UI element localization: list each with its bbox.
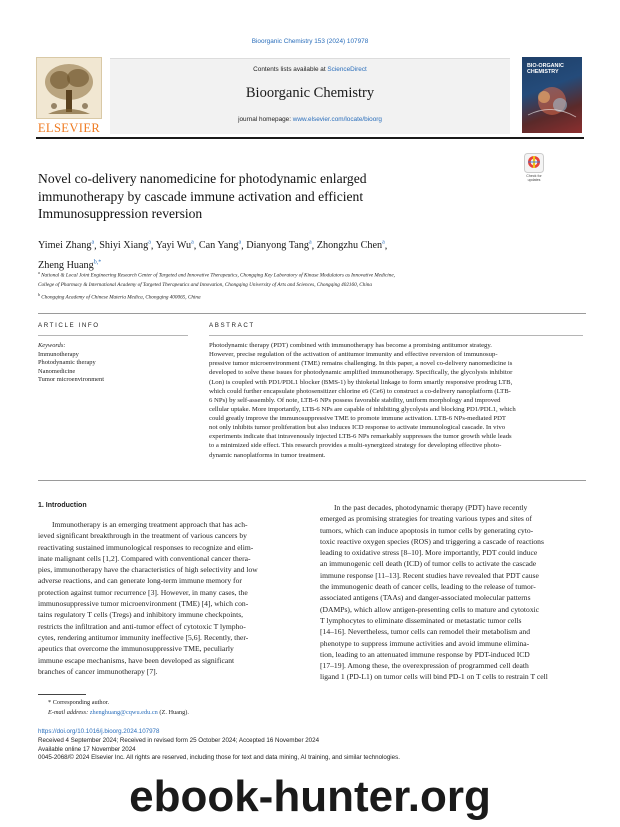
author-email-link[interactable]: zhenghuang@cqwu.edu.cn [89, 709, 158, 716]
corresponding-author-note: * Corresponding author. [48, 699, 110, 706]
email-note: E-mail address: zhenghuang@cqwu.edu.cn (Z. Huang). [48, 709, 189, 716]
intro-line: Immunotherapy is an emerging treatment approach that has ach- [52, 520, 248, 529]
intro-line: tumors, which can induce apoptosis in tumor cells by generating cyto- [320, 525, 534, 535]
sciencedirect-link[interactable]: ScienceDirect [327, 66, 367, 73]
intro-line: an immunogenic cell death (ICD) of tumor cells to activate the cascade [320, 559, 537, 569]
doi-link[interactable]: https://doi.org/10.1016/j.bioorg.2024.107978 [38, 728, 160, 735]
abstract-line: dynamic nanoplatforms in tumor treatment. [209, 451, 326, 459]
keyword: Nanomedicine [38, 367, 76, 375]
abstract-line: experiments indicate that intravenously injected LTB-6 NPs remarkably suppresses the tumor growth while leads [209, 433, 512, 441]
author-list: Yimei Zhang$^a$, Shiyi Xiang$^a$, Yayi Wu$^a$, Can Yang$^a$, Dianyong Tang$^a$, Zhongzhu Chen$^a$, Zheng Huang$^{b,*}$ [38, 240, 388, 271]
header-divider [36, 137, 584, 139]
watermark-text: ebook-hunter.org [129, 772, 491, 821]
abstract-line: not only inhibits tumor proliferation but also induces ICD response to activate immunological cascade. In vivo [209, 424, 506, 432]
intro-line: protection against tumor recurrence [3]. However, in many cases, the [38, 587, 248, 597]
cover-title-line-1: BIO-ORGANIC [527, 63, 564, 69]
available-online: Available online 17 November 2024 [38, 745, 136, 753]
intro-left-column [38, 519, 302, 677]
journal-cover-image[interactable] [522, 57, 582, 133]
section-divider [38, 313, 586, 314]
intro-line: the immunogenic death of cancer cells, leading to the release of tumor- [320, 582, 536, 592]
journal-homepage-link[interactable]: www.elsevier.com/locate/bioorg [292, 116, 382, 123]
intro-line: reactivating sustained immunological responses to recognize and elim- [38, 542, 254, 552]
affiliation-b: $^b$ Chongqing Academy of Chinese Materia Medica, Chongqing 400065, China [38, 292, 201, 302]
check-for-updates-button[interactable] [520, 153, 548, 183]
footnote-divider [38, 694, 86, 695]
article-info-heading: ARTICLE INFO [38, 322, 100, 329]
intro-line: inate malignant cells [1,2]. Compared with conventional cancer thera- [38, 553, 251, 563]
abstract-line: However, precise regulation of the activation of antitumor immunity and effective reversion of immunosup- [209, 351, 498, 359]
section-divider [38, 480, 586, 481]
abstract-line: cellular uptake. More importantly, LTB-6 NPs are capable of inhibiting glycolysis and blocking PD1/PDL1, which [209, 405, 516, 413]
intro-line: (DAMPs), which allow antigen-presenting cells to mature and cytotoxic [320, 604, 540, 614]
journal-reference[interactable]: Bioorganic Chemistry 153 (2024) 107978 [251, 38, 369, 45]
author[interactable]: Can Yang$^a$ [198, 240, 242, 252]
title-line-2: immunotherapy by cascade immune activation and efficient [38, 188, 364, 204]
intro-line: adverse reactions, and can generate long-term immune memory for [38, 576, 242, 586]
intro-line: associated antigens (TAAs) and danger-associated molecular patterns [320, 593, 531, 603]
intro-line: immunosuppressive tumor microenvironment (TME) [4], which con- [38, 599, 249, 609]
homepage-line [110, 116, 510, 123]
crossmark-label: Check for updates [526, 174, 542, 182]
abstract-line: which could further encapsulate photosensitizer chlorine e6 (Ce6) to construct a co-delivery nanoplatform (LTB- [209, 387, 511, 395]
intro-line: In the past decades, photodynamic therapy (PDT) have recently [334, 503, 528, 512]
intro-line: tains regulatory T cells (Tregs) and inhibitory immune checkpoints, [38, 610, 244, 620]
cover-title-line-2: CHEMISTRY [527, 69, 559, 75]
article-info-rule [38, 335, 188, 336]
intro-line: pies, immunotherapy have the characteristics of high selectivity and low [38, 565, 258, 575]
intro-line: leading to oxidative stress [8–10]. More importantly, PDT could induce [320, 548, 538, 558]
intro-line: tion, leading to an attenuated immune response by PDT-induced ICD [320, 649, 530, 659]
publisher-name: ELSEVIER [37, 121, 101, 135]
keywords-block [38, 342, 188, 385]
introduction-heading: 1. Introduction [38, 502, 87, 509]
keyword: Tumor microenvironment [38, 376, 104, 384]
intro-right-column [320, 502, 584, 683]
intro-line: apeutics that overcome the immunosuppressive TME, peculiarly [38, 644, 234, 654]
homepage-prefix: journal homepage: [238, 116, 293, 123]
intro-line: cytes, rendering antitumor immunity ineffective [5,6]. Recently, ther- [38, 632, 249, 642]
affiliations [38, 268, 586, 303]
author[interactable]: Yimei Zhang$^a$ [38, 240, 95, 252]
intro-line: T lymphocytes to eliminate disseminated or metastatic tumor cells [320, 615, 522, 625]
intro-line: [14–16]. Nevertheless, tumor cells can remodel their metabolism and [320, 627, 531, 637]
title-line-3: Immunosuppression reversion [38, 206, 203, 221]
contents-prefix: Contents lists available at [253, 66, 328, 73]
intro-line: [17–19]. Among these, the overexpression of programmed cell death [320, 661, 529, 671]
abstract-line: (Lon) is coupled with PD1/PDL1 blocker (BMS-1) by thioketal linkage to form smartly responsive prodrug LTB, [209, 378, 513, 386]
crossmark-icon [524, 153, 544, 173]
abstract-heading: ABSTRACT [209, 322, 255, 329]
author[interactable]: Shiyi Xiang$^a$ [99, 240, 151, 252]
intro-line: branches of cancer immunotherapy [7]. [38, 666, 158, 676]
abstract-line: developed to solve these issues for photodynamic amplified immunotherapy. Specifically, the glycolysis inhibitor [209, 369, 513, 377]
keyword: Immunotherapy [38, 350, 79, 358]
author[interactable]: Dianyong Tang$^a$ [246, 240, 312, 252]
footnotes [38, 698, 578, 718]
tree-icon [38, 60, 100, 118]
intro-line: ligand 1 (PD-L1) on tumor cells will bind PD-1 on T cells to restrain T cell [320, 672, 548, 682]
journal-title: Bioorganic Chemistry [245, 85, 375, 101]
intro-line: immune response [11–13]. Recent studies have revealed that PDT cause [320, 570, 539, 580]
keyword: Photodynamic therapy [38, 359, 96, 367]
abstract-rule [209, 335, 583, 336]
intro-line: ieved significant breakthrough in the treatment of various cancers by [38, 531, 247, 541]
copyright: 0045-2068/© 2024 Elsevier Inc. All rights are reserved, including those for text and data mining, AI training, and similar technologies. [38, 754, 400, 762]
publication-info [38, 728, 586, 763]
abstract-text [209, 341, 583, 460]
intro-line: immune escape mechanisms, have been developed as significant [38, 655, 235, 665]
intro-line: emerged as promising strategies for treating various types and sites of [320, 514, 533, 524]
elsevier-logo [36, 57, 102, 135]
affiliation-a-cont: College of Pharmacy & International Academy of Targeted Therapeutics and Innovation, Chongqing University of Arts and Sciences, Chongqing 402160, China [38, 282, 372, 289]
cover-artwork-icon [522, 75, 582, 125]
intro-line: phenotype to suppress immune activities and avoid immune elimina- [320, 638, 530, 648]
intro-line: restricts the infiltration and anti-tumor effect of cytotoxic T lympho- [38, 621, 246, 631]
abstract-line: could greatly improve the immunosuppressive TME to promote immune activation. LTB-6 NPs-mediated PDT [209, 415, 506, 422]
elsevier-tree-emblem [36, 57, 102, 119]
author[interactable]: Zhongzhu Chen$^a$ [316, 240, 385, 252]
abstract-line: Photodynamic therapy (PDT) combined with immunotherapy has become a promising antitumor strategy. [209, 342, 492, 349]
abstract-line: pressive tumor microenvironment (TME) remains challenging. In this paper, a novel co-delivery nanomedicine is [209, 360, 513, 368]
keywords-label: Keywords: [38, 342, 66, 349]
abstract-line: 6 NPs) by self-assembly. Of note, LTB-6 NPs possess favorable stability, uniform morphology and improved [209, 396, 501, 404]
journal-masthead [110, 58, 510, 134]
author-corresponding[interactable]: Zheng Huang$^{b,*}$ [38, 259, 102, 271]
affiliation-a: $^a$ National & Local Joint Engineering Research Center of Targeted and Innovative Therapeutics, Chongqing Key Laboratory of Kinase Modulators as Innovative Medicine, [38, 270, 395, 279]
abstract-line: to a minimized side effect. This research provides a multi-synergized strategy for developing effective photo- [209, 442, 502, 450]
received-dates: Received 4 September 2024; Received in revised form 25 October 2024; Accepted 16 November 2024 [38, 736, 320, 744]
intro-line: toxic reactive oxygen species (ROS) and triggering a cascade of reactions [320, 536, 544, 546]
contents-line [110, 66, 510, 73]
article-title [38, 170, 458, 223]
title-line-1: Novel co-delivery nanomedicine for photodynamic enlarged [38, 171, 367, 186]
author[interactable]: Yayi Wu$^a$ [155, 240, 194, 252]
